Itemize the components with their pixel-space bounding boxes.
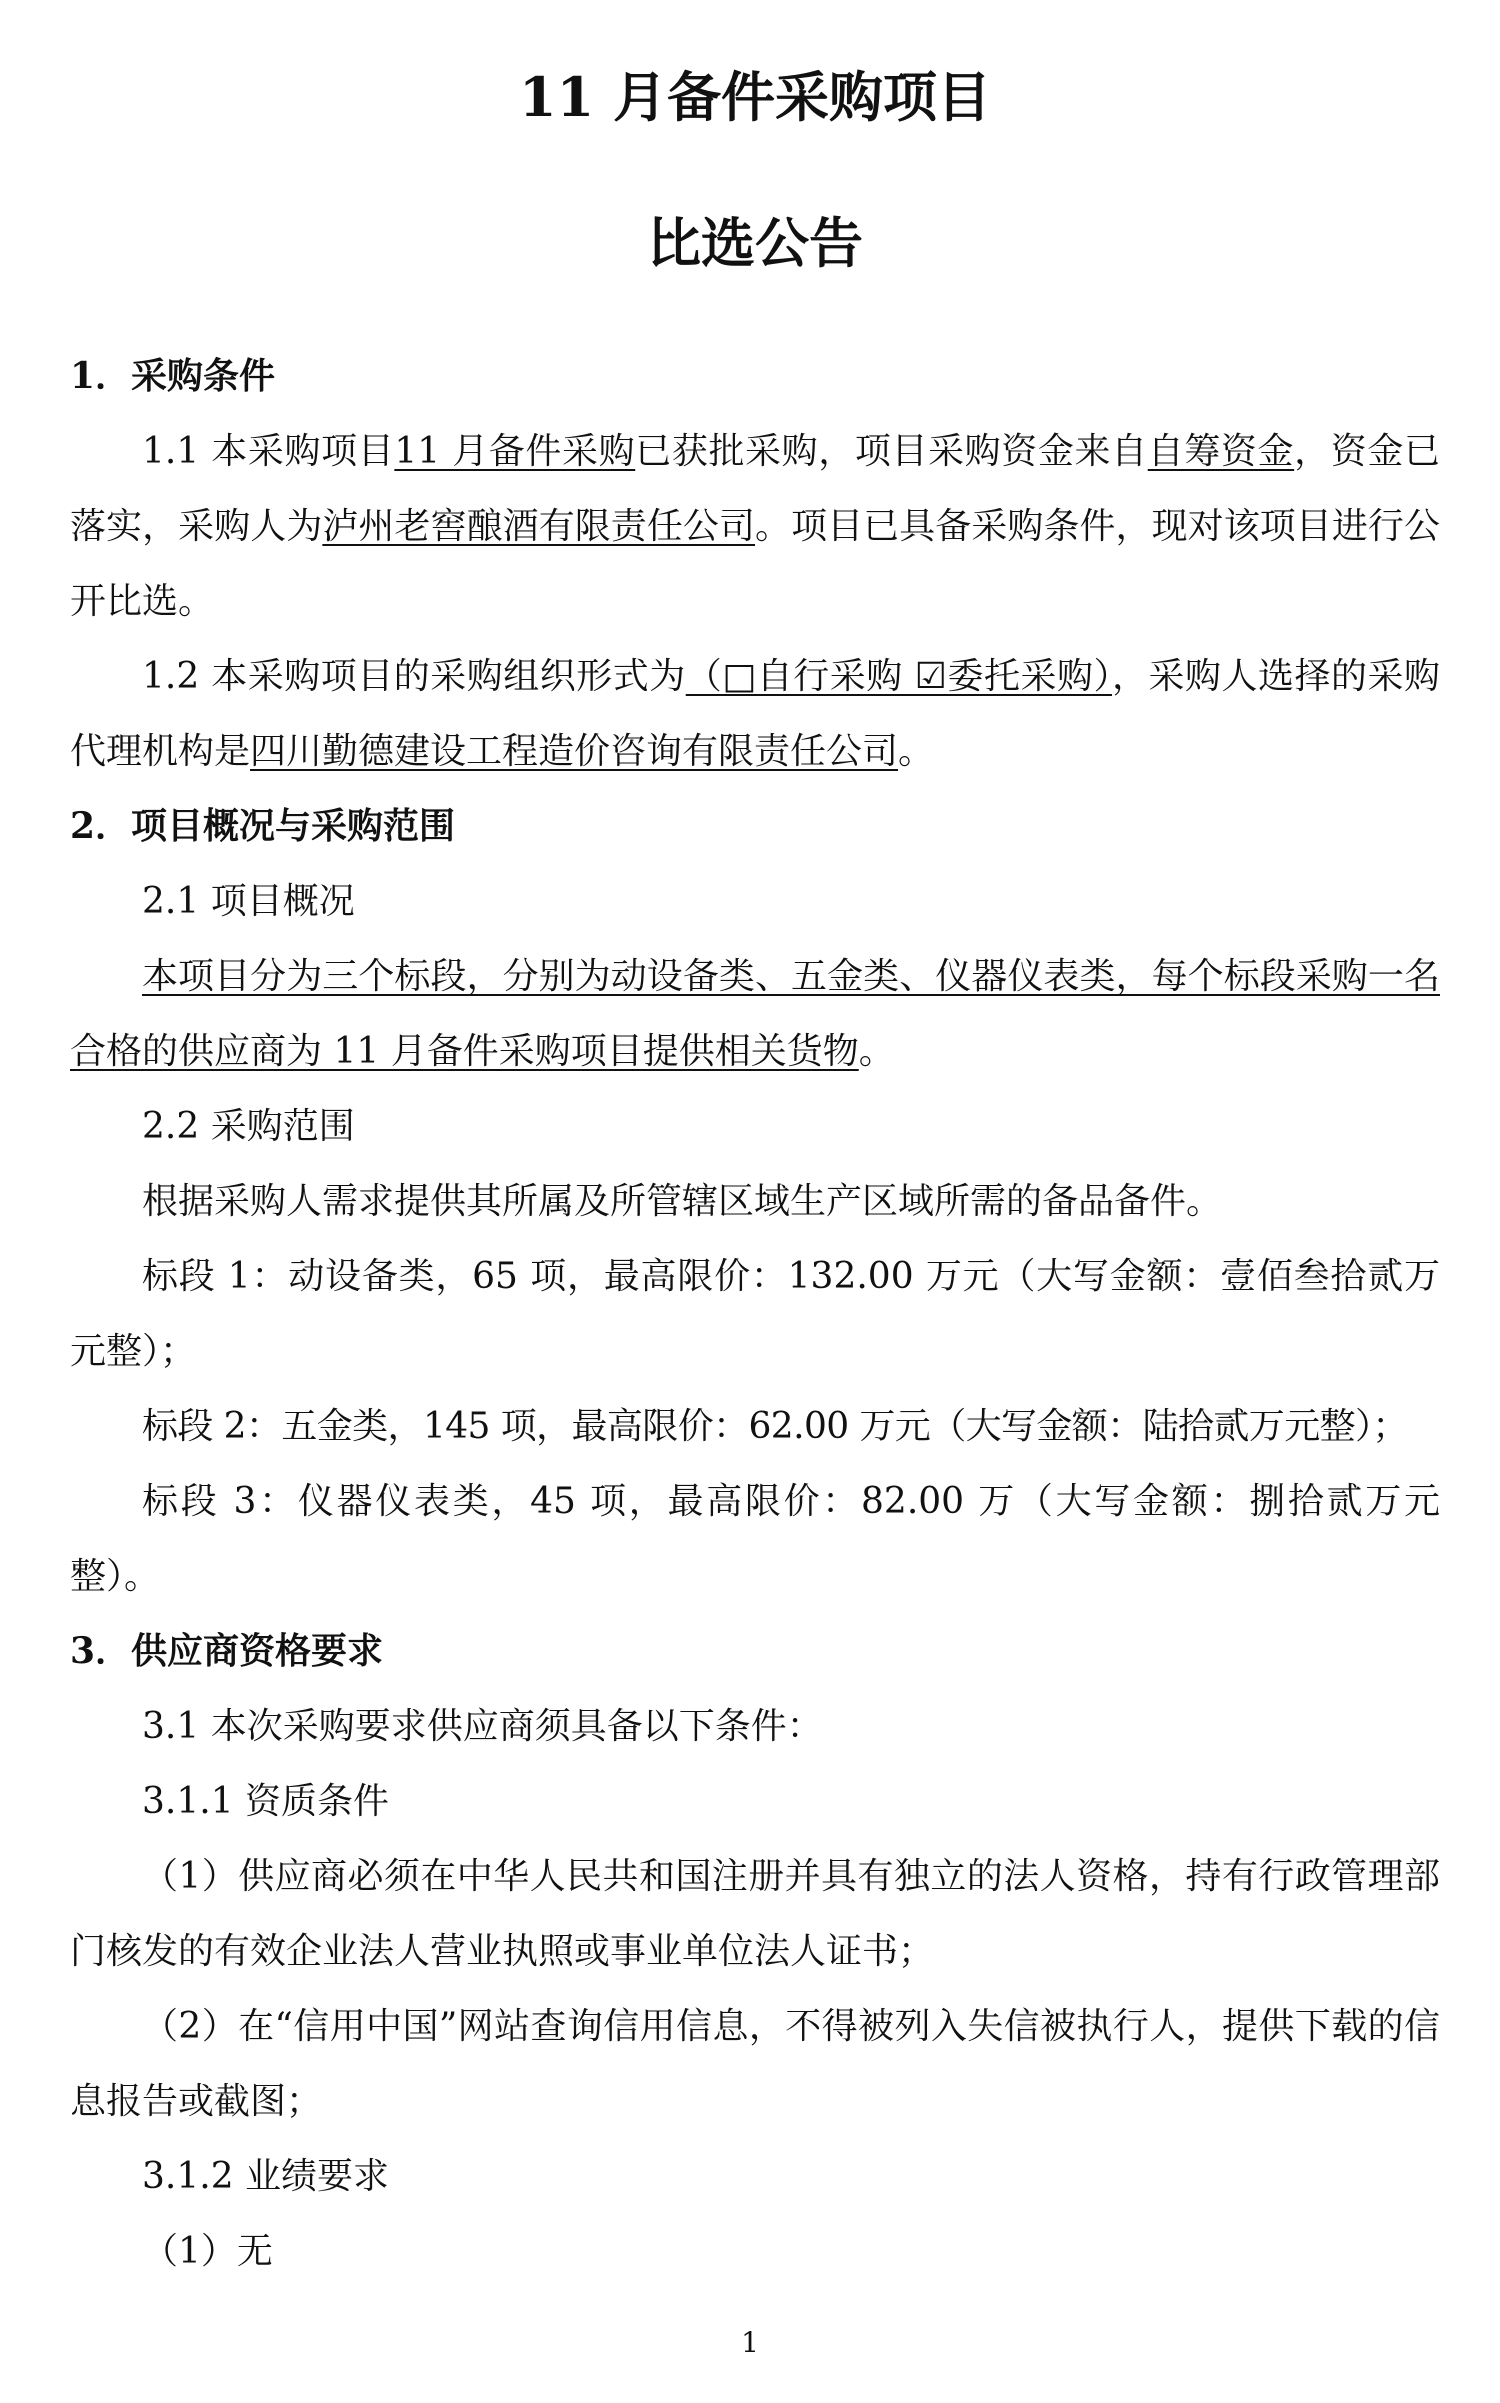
lot-1: 标段 1：动设备类，65 项，最高限价：132.00 万元（大写金额：壹佰叁拾贰万元整）； [70, 1256, 1440, 1372]
subheading-2-2: 2.2 采购范围 [142, 1106, 355, 1147]
paragraph-1-2: 1.2 本采购项目的采购组织形式为（□自行采购 ☑委托采购），采购人选择的采购代理机构是四川勤德建设工程造价咨询有限责任公司。 [70, 656, 1440, 772]
fund-source: 自筹资金 [1147, 431, 1295, 472]
project-name: 11 月备件采购 [394, 431, 636, 472]
paragraph-1-1: 1.1 本采购项目11 月备件采购已获批采购，项目采购资金来自自筹资金，资金已落实，采购人为泸州老窖酿酒有限责任公司。项目已具备采购条件，现对该项目进行公开比选。 [70, 431, 1440, 622]
paragraph-3-1: 3.1 本次采购要求供应商须具备以下条件： [142, 1706, 823, 1747]
page-number: 1 [741, 2326, 759, 2359]
document-subtitle: 比选公告 [647, 210, 863, 275]
section-heading-2: 2．项目概况与采购范围 [70, 805, 456, 847]
paragraph-overview: 本项目分为三个标段，分别为动设备类、五金类、仪器仪表类，每个标段采购一名合格的供应商为 11 月备件采购项目提供相关货物。 [70, 956, 1440, 1072]
document-page [70, 60, 1440, 2289]
requirement-2: （2）在“信用中国”网站查询信用信息，不得被列入失信被执行人，提供下载的信息报告或截图； [70, 2006, 1440, 2122]
section-heading-3: 3．供应商资格要求 [70, 1630, 384, 1672]
paragraph-3-1-2: 3.1.2 业绩要求 [142, 2156, 390, 2197]
performance-requirement-1: （1）无 [142, 2231, 273, 2272]
agent-name: 四川勤德建设工程造价咨询有限责任公司 [250, 731, 899, 772]
lot-2: 标段 2：五金类，145 项，最高限价：62.00 万元（大写金额：陆拾贰万元整）； [142, 1406, 1408, 1447]
subheading-2-1: 2.1 项目概况 [142, 881, 355, 922]
lot-3: 标段 3：仪器仪表类，45 项，最高限价：82.00 万（大写金额：捌拾贰万元整）。 [70, 1481, 1440, 1597]
paragraph-3-1-1: 3.1.1 资质条件 [142, 1781, 390, 1822]
paragraph-scope: 根据采购人需求提供其所属及所管辖区域生产区域所需的备品备件。 [142, 1181, 1223, 1222]
requirement-1: （1）供应商必须在中华人民共和国注册并具有独立的法人资格，持有行政管理部门核发的有效企业法人营业执照或事业单位法人证书； [70, 1856, 1440, 1972]
procurement-form: （□自行采购 ☑委托采购） [685, 656, 1112, 697]
buyer-name: 泸州老窖酿酒有限责任公司 [322, 506, 756, 547]
document-title: 11 月备件采购项目 [519, 65, 991, 129]
section-heading-1: 1．采购条件 [70, 355, 276, 397]
